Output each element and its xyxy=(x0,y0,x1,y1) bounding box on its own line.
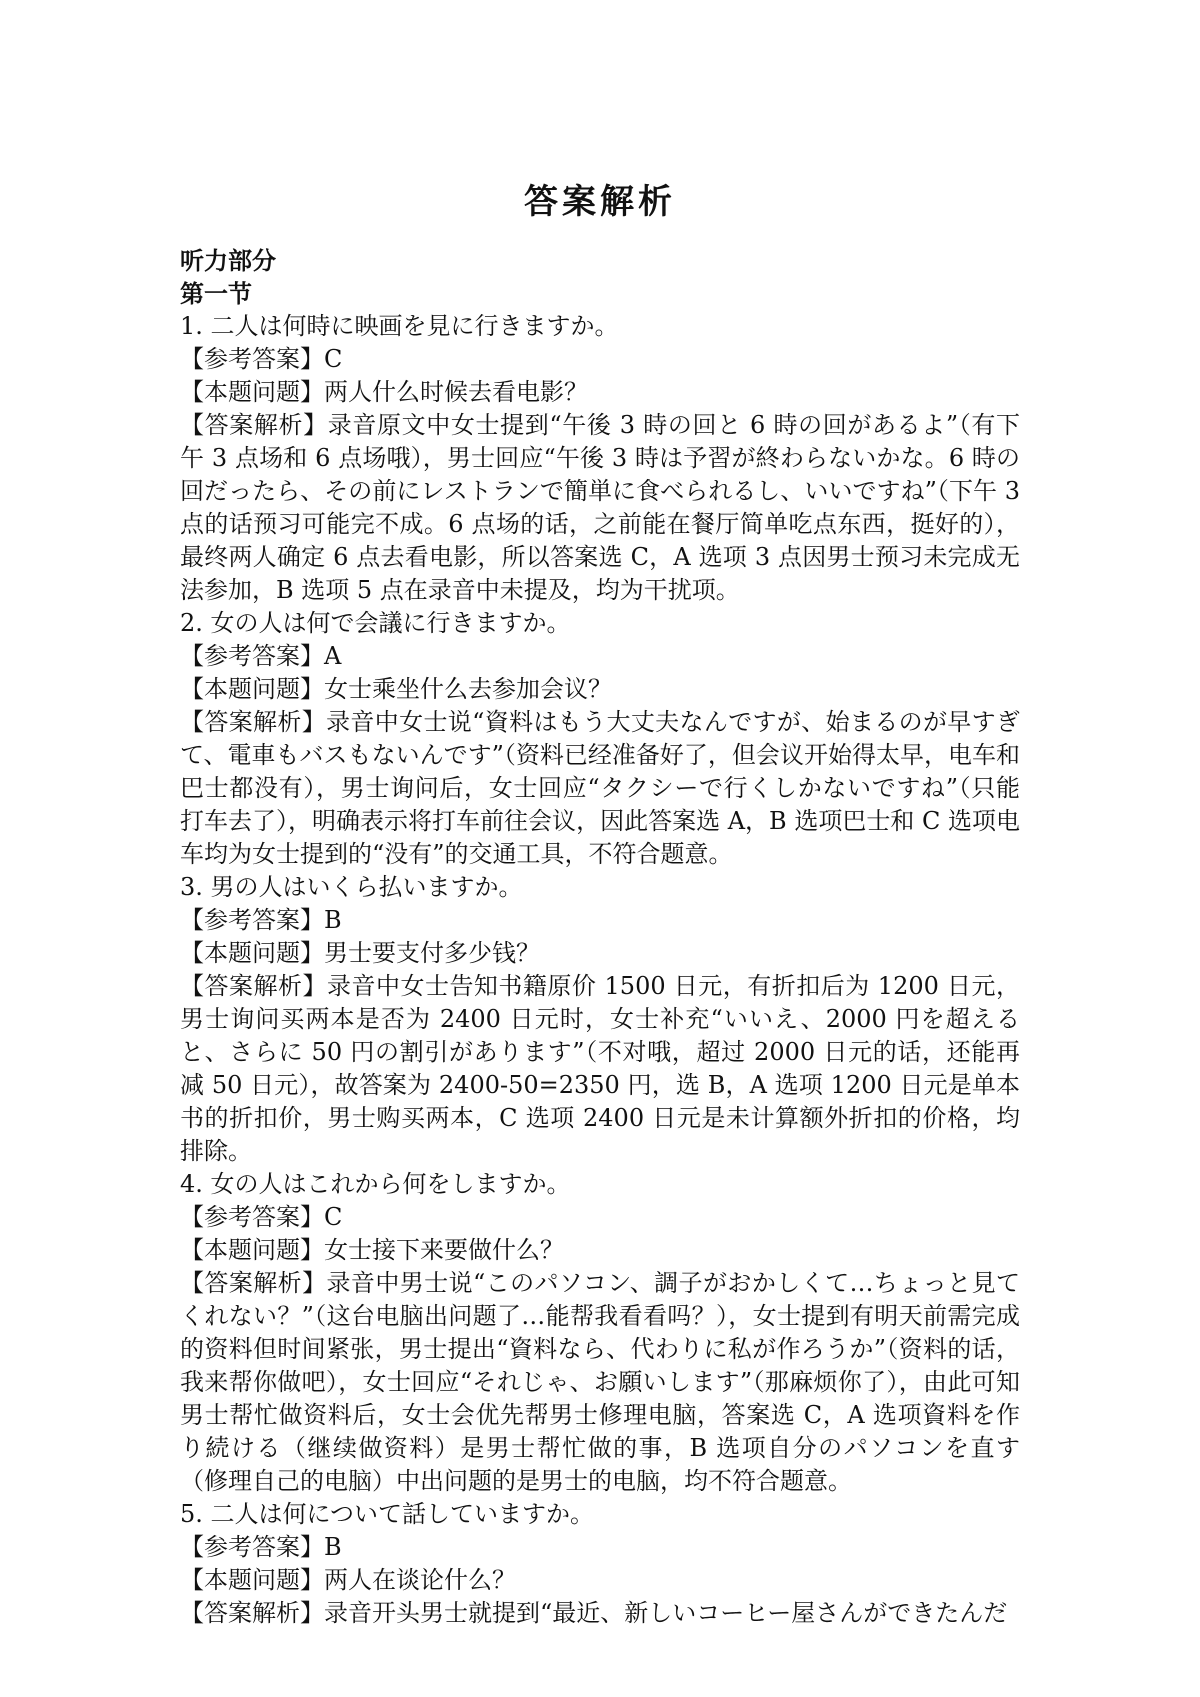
answer-analysis: 【答案解析】录音原文中女士提到“午後 3 時の回と 6 時の回があるよ”（有下午 3 点场和 6 点场哦），男士回应“午後 3 時は予習が終わらないかな。6 時の回だったら、その前にレストランで簡単に食べられるし、いいですね”（下午 3 点的话预习可能完不成。6 点场的话，之前能在餐厅简单吃点东西，挺好的），最终两人确定 6 点去看电影，所以答案选 C，A 选项 3 点因男士预习未完成无法参加，B 选项 5 点在录音中未提及，均为干扰项。 xyxy=(180,411,1020,604)
part-heading: 听力部分 xyxy=(180,246,276,275)
reference-answer: 【参考答案】A xyxy=(180,642,342,670)
question-text: 3. 男の人はいくら払いますか。 xyxy=(180,873,523,901)
question-block-1 xyxy=(180,310,1020,607)
answer-analysis: 【答案解析】录音中男士说“このパソコン、調子がおかしくて…ちょっと見てくれない？”（这台电脑出问题了…能帮我看看吗？），女士提到有明天前需完成的资料但时间紧张，男士提出“資料なら、代わりに私が作ろうか”（资料的话，我来帮你做吧），女士回应“それじゃ、お願いします”（那麻烦你了），由此可知男士帮忙做资料后，女士会优先帮男士修理电脑，答案选 C，A 选项資料を作り続ける（继续做资料）是男士帮忙做的事，B 选项自分のパソコンを直す（修理自己的电脑）中出问题的是男士的电脑，均不符合题意。 xyxy=(180,1269,1020,1495)
question-prompt: 【本题问题】男士要支付多少钱？ xyxy=(180,939,540,967)
question-block-4 xyxy=(180,1168,1020,1498)
answer-analysis: 【答案解析】录音中女士说“資料はもう大丈夫なんですが、始まるのが早すぎて、電車もバスもないんです”（资料已经准备好了，但会议开始得太早，电车和巴士都没有），男士询问后，女士回应“タクシーで行くしかないですね”（只能打车去了），明确表示将打车前往会议，因此答案选 A，B 选项巴士和 C 选项电车均为女士提到的“没有”的交通工具，不符合题意。 xyxy=(180,708,1020,868)
question-text: 1. 二人は何時に映画を見に行きますか。 xyxy=(180,312,619,340)
reference-answer: 【参考答案】B xyxy=(180,1533,342,1561)
question-block-2 xyxy=(180,607,1020,871)
reference-answer: 【参考答案】B xyxy=(180,906,342,934)
question-block-3 xyxy=(180,871,1020,1168)
document-page xyxy=(180,178,1020,1630)
question-prompt: 【本题问题】两人在谈论什么？ xyxy=(180,1566,516,1594)
question-block-5 xyxy=(180,1498,1020,1630)
question-prompt: 【本题问题】两人什么时候去看电影？ xyxy=(180,378,588,406)
section-heading: 第一节 xyxy=(180,279,252,308)
page-title: 答案解析 xyxy=(524,182,676,222)
question-text: 2. 女の人は何で会議に行きますか。 xyxy=(180,609,571,637)
question-text: 5. 二人は何について話していますか。 xyxy=(180,1500,595,1528)
question-text: 4. 女の人はこれから何をしますか。 xyxy=(180,1170,571,1198)
question-prompt: 【本题问题】女士乘坐什么去参加会议？ xyxy=(180,675,612,703)
answer-analysis: 【答案解析】录音开头男士就提到“最近、新しいコーヒー屋さんができたんだ xyxy=(180,1599,1008,1627)
answer-analysis: 【答案解析】录音中女士告知书籍原价 1500 日元，有折扣后为 1200 日元，男士询问买两本是否为 2400 日元时，女士补充“いいえ、2000 円を超えると、さらに 50 円の割引があります”（不对哦，超过 2000 日元的话，还能再减 50 日元），故答案为 2400-50=2350 円，选 B，A 选项 1200 日元是单本书的折扣价，男士购买两本，C 选项 2400 日元是未计算额外折扣的价格，均排除。 xyxy=(180,972,1020,1165)
question-prompt: 【本题问题】女士接下来要做什么？ xyxy=(180,1236,564,1264)
reference-answer: 【参考答案】C xyxy=(180,1203,343,1231)
reference-answer: 【参考答案】C xyxy=(180,345,343,373)
